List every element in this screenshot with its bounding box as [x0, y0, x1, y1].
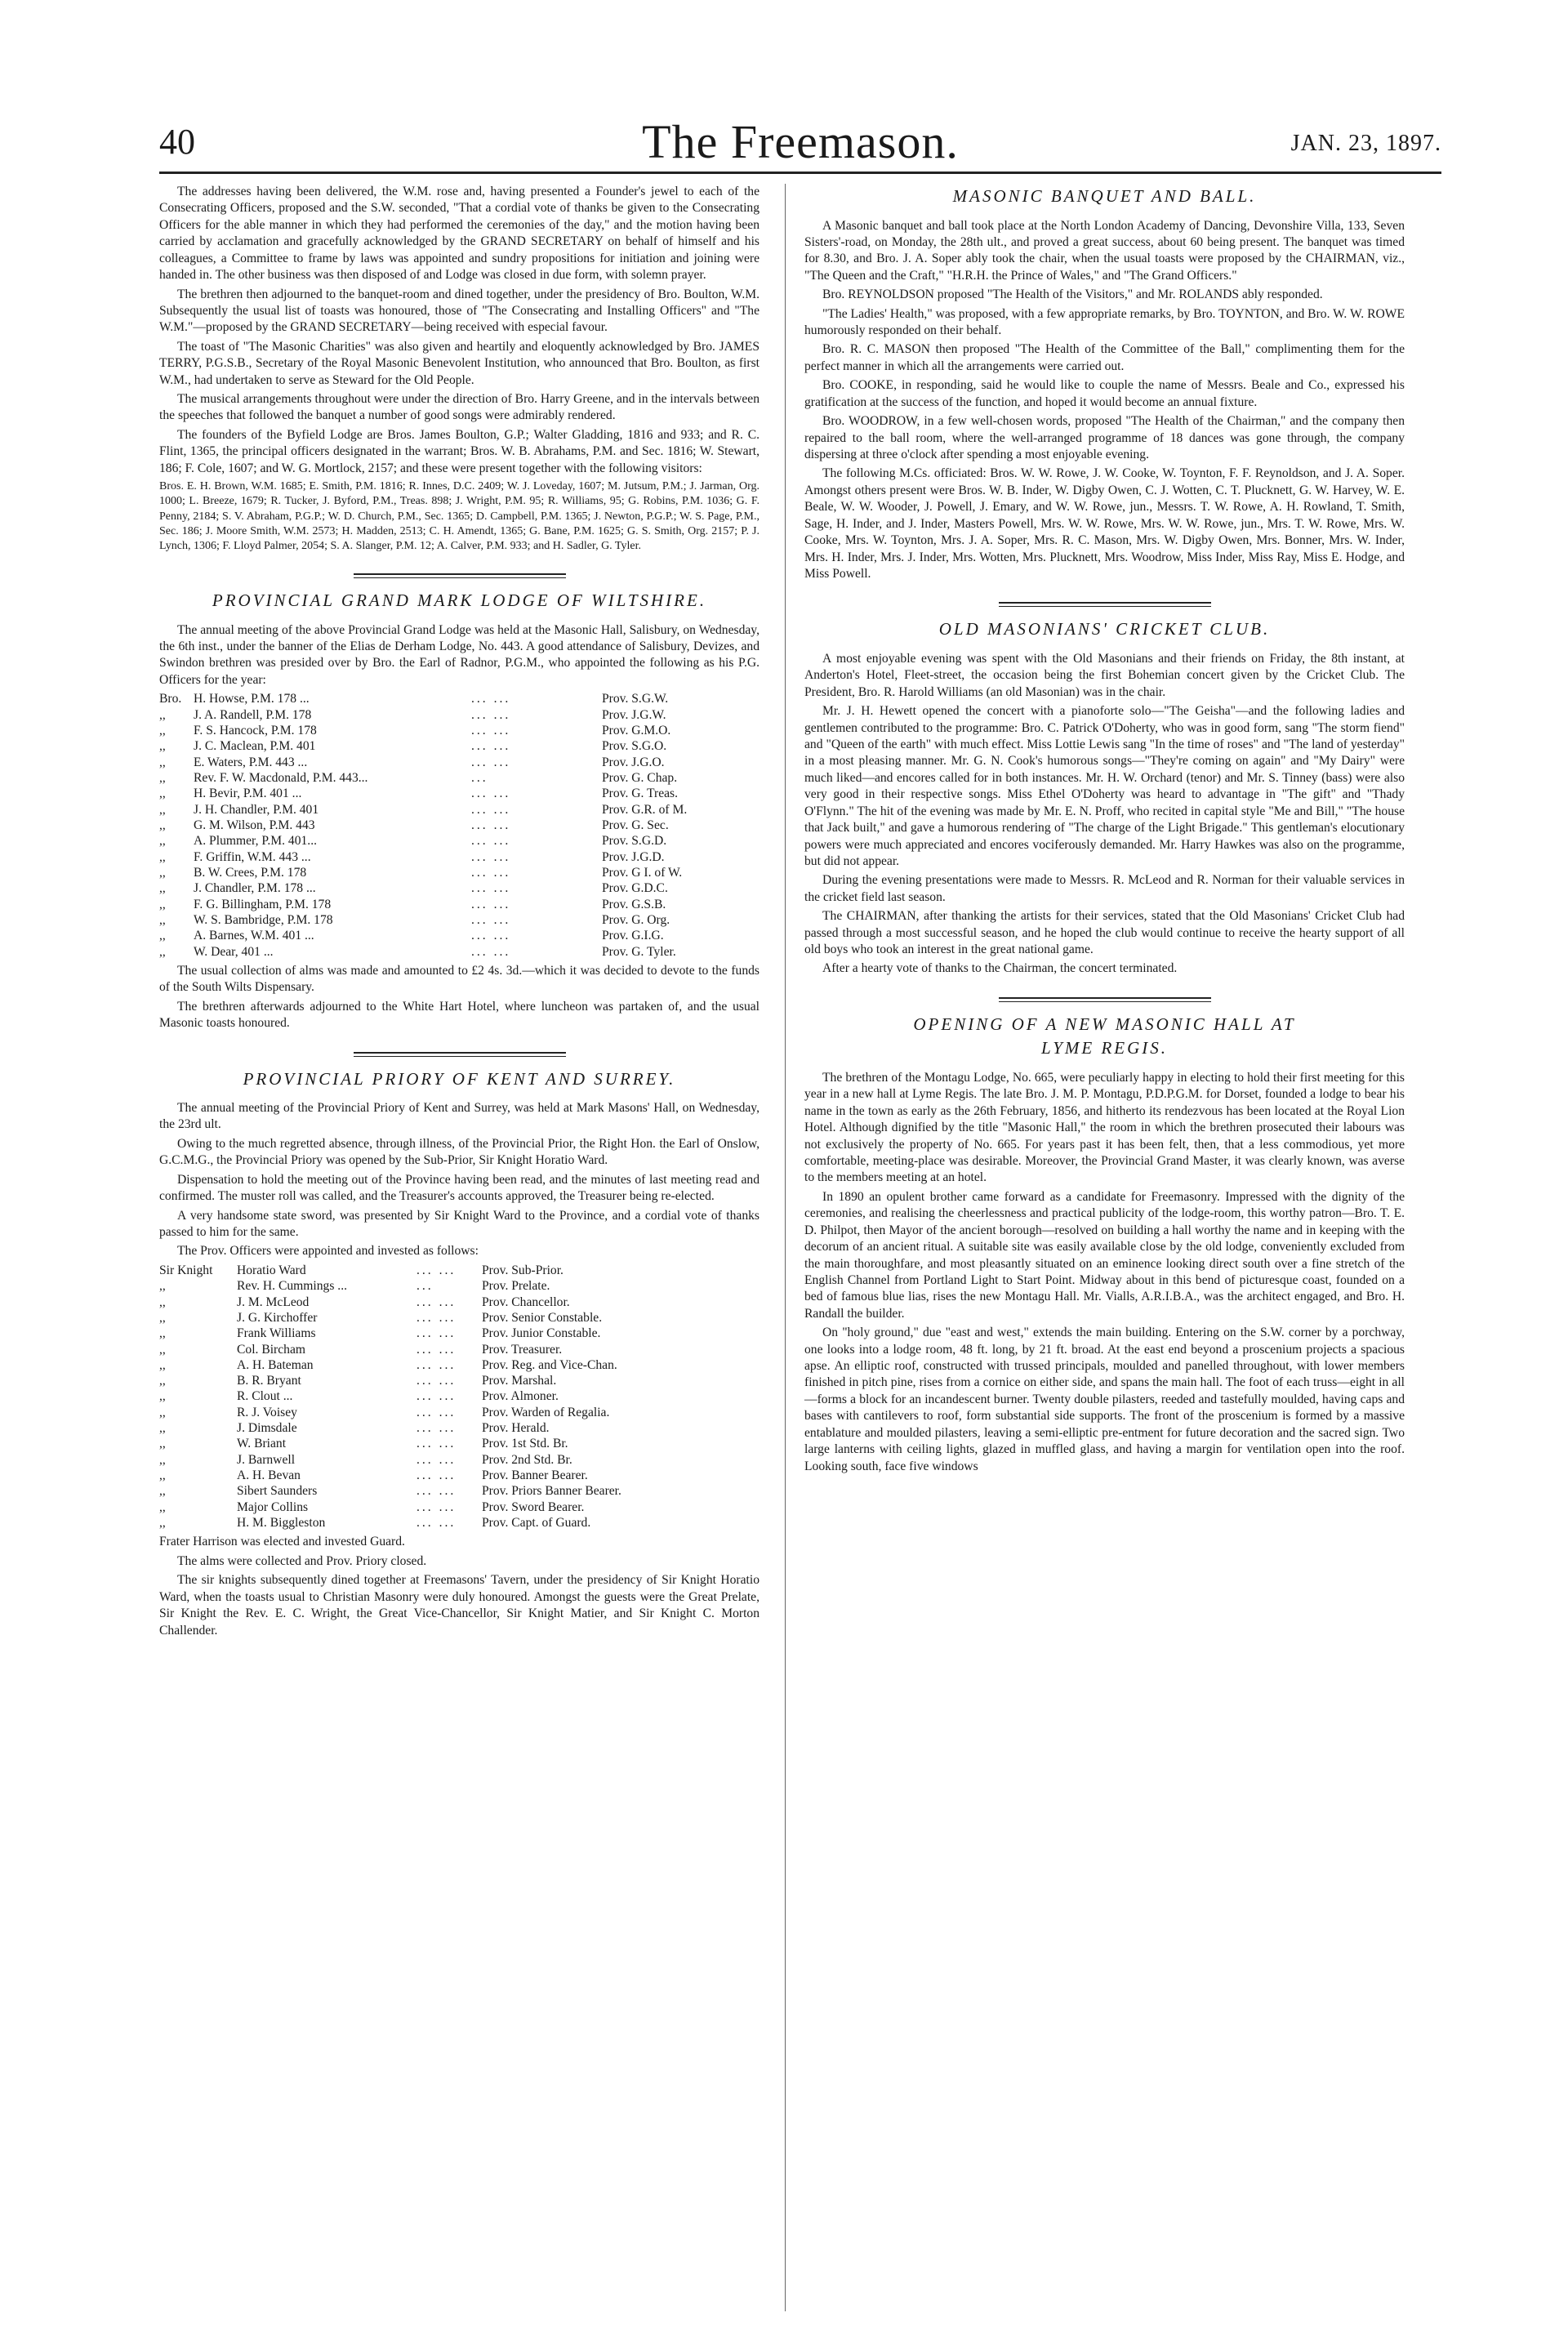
officer-row — [159, 928, 760, 943]
officer-dots: ... ... — [416, 1326, 457, 1341]
section-heading-banquet: MASONIC BANQUET AND BALL. — [952, 186, 1257, 206]
article-paragraph: The following M.Cs. officiated: Bros. W. W. Rowe, J. W. Cooke, W. Toynton, F. F. Reynoldson, and J. A. Soper. Amongst others present were Bros. W. B. Inder, W. Digby Owen, C. J. Wotten, C. T. Plucknett, G. W. Harvey, W. E. Beale, W. W. Wooder, J. Powell, J. Emary, and W. W. Rowe, jun., Messrs. T. W. Rowe, A. H. Rowland, T. Smith, Sage, H. Inder, and J. Inder, Masters Powell, Mrs. W. W. Rowe, Mrs. W. W. Rowe, jun., Mrs. T. W. Rowe, Mrs. W. Cooke, Mrs. W. Toynton, Mrs. J. A. Soper, Mrs. R. C. Mason, Mrs. W. Digby Owen, Mrs. Bonner, Mrs. W. Inder, Mrs. H. Inder, Mrs. J. Inder, Mrs. Wotten, Mrs. Plucknett, Mrs. Woodrow, Miss Inder, Miss Ray, Miss E. Hodge, and Miss Powell. — [804, 466, 1405, 581]
officer-row — [159, 897, 760, 912]
officer-dots: ... ... — [471, 787, 511, 801]
officer-pre: ,, — [159, 802, 166, 817]
officer-dots: ... ... — [471, 865, 511, 880]
officer-row — [159, 1499, 760, 1515]
article-paragraph: Frater Harrison was elected and invested Guard. — [159, 1535, 405, 1549]
article-paragraph: Mr. J. H. Hewett opened the concert with a pianoforte solo—"The Geisha"—and the following ladies and gentlemen contributed to the programme: Bro. C. Patrick O'Doherty, who was in good form, sang "The storm fiend" and "Queen of the earth" with much effect. Miss Lottie Lewis sang "In the time of roses" and "The land of yesterday" in a most pleasing manner. Mr. G. N. Cook's humorous songs—"They're coming on again" and "My Dairy" were much liked—and encores called for in both instances. Mr. H. W. Orchard (tenor) and Mr. S. Tinney (bass) were also very good in their respective songs. Miss Ethel O'Doherty was heard to advantage in "The gift" and "Thady O'Flynn." The hit of the evening was made by Mr. E. N. Proff, who recited in capital style "Me and Bill," "The house that Jack built," and gave a humorous rendering of "The charge of the Light Brigade." This gentleman's elocutionary powers were much appreciated and encores vociferously demanded. Mr. Harry Hawkes was also on the programme, but did not appear. — [804, 704, 1405, 868]
officer-dots: ... ... — [471, 707, 511, 722]
article-paragraph: The musical arrangements throughout were under the direction of Bro. Harry Greene, and in the intervals between the speeches that followed the banquet a number of good songs were admirably rendered. — [159, 392, 760, 423]
section-heading-lyme-line1: OPENING OF A NEW MASONIC HALL AT — [913, 1014, 1296, 1034]
officer-office: Prov. Priors Banner Bearer. — [482, 1484, 621, 1499]
officer-row — [159, 1342, 760, 1357]
officer-name: H. M. Biggleston — [237, 1516, 326, 1531]
officer-office: Prov. Junior Constable. — [482, 1326, 601, 1341]
officer-pre: ,, — [159, 1468, 166, 1483]
officer-name: W. Dear, 401 ... — [194, 944, 274, 959]
officer-office: Prov. Prelate. — [482, 1279, 550, 1294]
officer-dots: ... ... — [416, 1499, 457, 1514]
officer-pre: ,, — [159, 1499, 166, 1514]
officer-name: Rev. H. Cummings ... — [237, 1279, 348, 1294]
officer-dots: ... ... — [471, 723, 511, 737]
officer-row — [159, 786, 760, 801]
article-paragraph: During the evening presentations were made to Messrs. R. McLeod and R. Norman for their valuable services in the cricket field last season. — [804, 873, 1405, 904]
officer-row — [159, 833, 760, 849]
officer-name: H. Howse, P.M. 178 ... — [194, 692, 310, 706]
officer-office: Prov. G.I.G. — [602, 929, 664, 943]
officer-pre: ,, — [159, 1279, 166, 1294]
officer-row — [159, 802, 760, 818]
officer-row — [159, 770, 760, 786]
officer-dots: ... ... — [416, 1294, 457, 1309]
officer-dots: ... ... — [416, 1421, 457, 1436]
officer-office: Prov. G. Tyler. — [602, 944, 676, 959]
article-paragraph: The Prov. Officers were appointed and invested as follows: — [177, 1244, 479, 1259]
officer-row — [159, 1310, 760, 1326]
officer-dots: ... ... — [416, 1437, 457, 1451]
officer-row — [159, 944, 760, 960]
officer-office: Prov. G I. of W. — [602, 865, 683, 880]
officer-pre: ,, — [159, 1326, 166, 1341]
officer-dots: ... ... — [471, 849, 511, 864]
officer-pre: Bro. — [159, 692, 182, 706]
officer-pre: ,, — [159, 1452, 166, 1467]
officer-dots: ... ... — [471, 897, 511, 911]
officer-row — [159, 1263, 760, 1278]
article-paragraph: The CHAIRMAN, after thanking the artists for their services, stated that the Old Masonians' Cricket Club had passed through a most successful season, and he hoped the club would continue to receive the hearty support of all old boys who took an interest in the great national game. — [804, 909, 1405, 957]
officer-row — [159, 865, 760, 880]
article-paragraph: The founders of the Byfield Lodge are Bros. James Boulton, G.P.; Walter Gladding, 1816 and 933; and R. C. Flint, 1365, the principal officers designated in the warrant; Bros. W. B. Abrahams, P.M. and Sec. 1816; W. Stewart, 186; F. Cole, 1607; and W. G. Mortlock, 2157; and these were present together with the following visitors: — [159, 427, 760, 475]
article-paragraph: "The Ladies' Health," was proposed, with a few appropriate remarks, by Bro. TOYNTON, and Bro. W. W. ROWE humorously responded on their behalf. — [804, 306, 1405, 338]
officer-name: A. H. Bevan — [237, 1468, 301, 1483]
article-paragraph: A most enjoyable evening was spent with the Old Masonians and their friends on Friday, the 8th instant, at Anderton's Hotel, Fleet-street, the occasion being the first Bohemian concert given by the Cricket Club. The President, Bro. R. Harold Williams (an old Masonian) was in the chair. — [804, 651, 1405, 699]
officer-row — [159, 1436, 760, 1451]
officer-office: Prov. Warden of Regalia. — [482, 1405, 610, 1419]
officer-pre: ,, — [159, 770, 166, 785]
officer-name: H. Bevir, P.M. 401 ... — [194, 787, 302, 801]
officer-row — [159, 1483, 760, 1499]
section-separator — [999, 997, 1211, 1002]
officer-row — [159, 880, 760, 896]
article-paragraph: Owing to the much regretted absence, through illness, of the Provincial Prior, the Right Hon. the Earl of Onslow, G.C.M.G., the Provincial Priory was opened by the Sub-Prior, Sir Knight Horatio Ward. — [159, 1136, 760, 1168]
officer-name: J. M. McLeod — [237, 1294, 310, 1309]
officer-office: Prov. G. Chap. — [602, 770, 678, 785]
officer-name: A. H. Bateman — [237, 1357, 314, 1372]
officer-row — [159, 691, 760, 706]
officer-pre: ,, — [159, 1342, 166, 1357]
officer-row — [159, 755, 760, 770]
visitors-list: Bros. E. H. Brown, W.M. 1685; E. Smith, P.M. 1816; R. Innes, D.C. 2409; W. J. Loveday, 1607; M. Jutsum, P.M.; J. Jarman, Org. 1000; L. Breeze, 1679; R. Tucker, J. Byford, P.M., Treas. 898; J. Wright, P.M. 95; R. Williams, 95; G. Robins, P.M. 1036; G. F. Penny, 2184; S. V. Abraham, P.G.P.; W. D. Church, P.M., Sec. 1365; D. Campbell, P.M. 1365; J. Newton, P.G.P.; W. S. Page, P.M., Sec. 186; J. Moore Smith, W.M. 2573; H. Madden, 2513; C. H. Amendt, 1365; G. Bane, P.M. 1625; G. S. Smith, Org. 2157; P. J. Lynch, 1306; F. Lloyd Palmer, 2054; S. A. Slanger, P.M. 12; A. Calver, P.M. 933; and H. Sadler, G. Tyler. — [159, 480, 760, 552]
officer-row — [159, 1357, 760, 1373]
article-paragraph: The usual collection of alms was made and amounted to £2 4s. 3d.—which it was decided to devote to the funds of the South Wilts Dispensary. — [159, 963, 760, 995]
article-paragraph: The annual meeting of the Provincial Priory of Kent and Surrey, was held at Mark Masons' Hall, on Wednesday, the 23rd ult. — [159, 1101, 760, 1132]
officer-dots: ... ... — [471, 929, 511, 943]
officer-dots: ... ... — [416, 1357, 457, 1372]
officer-office: Prov. G.R. of M. — [602, 802, 688, 817]
officer-name: F. G. Billingham, P.M. 178 — [194, 897, 332, 911]
officer-office: Prov. G.D.C. — [602, 881, 668, 896]
officer-office: Prov. Almoner. — [482, 1389, 559, 1404]
officer-pre: ,, — [159, 1389, 166, 1404]
article-paragraph: A very handsome state sword, was presented by Sir Knight Ward to the Province, and a cordial vote of thanks passed to him for the same. — [159, 1208, 760, 1240]
officer-name: J. Chandler, P.M. 178 ... — [194, 881, 316, 896]
article-paragraph: Bro. REYNOLDSON proposed "The Health of the Visitors," and Mr. ROLANDS ably responded. — [822, 287, 1323, 302]
officer-dots: ... ... — [416, 1374, 457, 1388]
officer-name: J. Barnwell — [237, 1452, 296, 1467]
officer-name: A. Plummer, P.M. 401... — [194, 834, 317, 849]
masthead — [159, 114, 1441, 172]
officer-name: J. Dimsdale — [237, 1421, 297, 1436]
officer-office: Prov. Treasurer. — [482, 1342, 563, 1357]
officer-pre: ,, — [159, 1421, 166, 1436]
officer-dots: ... ... — [471, 739, 511, 754]
officer-dots: ... ... — [471, 818, 511, 832]
article-paragraph: The sir knights subsequently dined together at Freemasons' Tavern, under the presidency of Sir Knight Horatio Ward, when the toasts usual to Christian Masonry were duly honoured. Amongst the guests were the Great Prelate, Sir Knight the Rev. E. C. Wright, the Great Vice-Chancellor, Sir Knight Matier, and Sir Knight C. Morton Challender. — [159, 1573, 760, 1638]
officer-office: Prov. G.S.B. — [602, 897, 666, 911]
officer-office: Prov. Senior Constable. — [482, 1310, 603, 1325]
officer-dots: ... ... — [416, 1263, 457, 1277]
officer-pre: ,, — [159, 849, 166, 864]
officer-pre: ,, — [159, 1437, 166, 1451]
officer-row — [159, 1452, 760, 1468]
officer-row — [159, 849, 760, 865]
officer-office: Prov. Capt. of Guard. — [482, 1516, 591, 1531]
officer-row — [159, 818, 760, 833]
officer-office: Prov. S.G.W. — [602, 692, 669, 706]
section-heading-cricket: OLD MASONIANS' CRICKET CLUB. — [938, 619, 1271, 639]
officer-office: Prov. G. Sec. — [602, 818, 669, 832]
officer-name: J. G. Kirchoffer — [237, 1310, 318, 1325]
officer-pre: ,, — [159, 929, 166, 943]
article-paragraph: The addresses having been delivered, the W.M. rose and, having presented a Founder's jewel to each of the Consecrating Officers, proposed and the S.W. seconded, "That a cordial vote of thanks be given to the Consecrating Officers for the able manner in which they had performed the ceremonies of the day," and the motion having been carried by acclamation and gracefully acknowledged by the GRAND SECRETARY on behalf of himself and his colleagues, a Committee to frame by laws was appointed and sundry propositions for initiation and joining were handed in. The other business was then disposed of and Lodge was closed in due form, with solemn prayer. — [159, 185, 760, 283]
officer-dots: ... ... — [416, 1484, 457, 1499]
officer-name: Frank Williams — [237, 1326, 316, 1341]
masthead-rule — [159, 172, 1441, 174]
officer-office: Prov. Banner Bearer. — [482, 1468, 588, 1483]
article-paragraph: In 1890 an opulent brother came forward as a candidate for Freemasonry. Impressed with the dignity of the ceremonies, and realising the cheerlessness and practical publicity of the lodge-room, this worthy patron—Bro. T. E. D. Philpot, then Mayor of the ancient borough—resolved on building a hall worthy the name and in keeping with the decorum of an ancient ritual. A suitable site was easily available close by the old lodge, conveniently excluded from the main thoroughfare, and most pleasantly situated on an eminence looking direct south over a fine stretch of the English Channel from Portland Light to Start Point. Midway about in this bend of picturesque coast, founded on a bed of famous blue lias, rises the new Montagu Hall. Mr. Vialls, A.R.I.B.A., was the architect engaged, and Bro. H. Randall the builder. — [804, 1189, 1405, 1321]
officer-office: Prov. J.G.O. — [602, 755, 665, 769]
officer-name: R. J. Voisey — [237, 1405, 297, 1419]
officer-pre: ,, — [159, 897, 166, 911]
officer-pre: ,, — [159, 818, 166, 832]
section-separator — [999, 602, 1211, 607]
officer-office: Prov. 2nd Std. Br. — [482, 1452, 572, 1467]
officer-name: G. M. Wilson, P.M. 443 — [194, 818, 315, 832]
officer-name: R. Clout ... — [237, 1389, 293, 1404]
article-paragraph: Bro. COOKE, in responding, said he would like to couple the name of Messrs. Beale and Co., expressed his gratification at the success of the function, and hoped it would become an annual fixture. — [804, 378, 1405, 409]
officer-name: J. H. Chandler, P.M. 401 — [194, 802, 319, 817]
officer-office: Prov. S.G.O. — [602, 739, 667, 754]
officer-row — [159, 1373, 760, 1388]
officer-row — [159, 1468, 760, 1483]
officer-pre: ,, — [159, 1484, 166, 1499]
officer-pre: ,, — [159, 912, 166, 927]
officer-office: Prov. J.G.W. — [602, 707, 666, 722]
officer-row — [159, 738, 760, 754]
right-column — [804, 184, 1405, 1477]
officer-office: Prov. Sword Bearer. — [482, 1499, 585, 1514]
officer-name: J. A. Randell, P.M. 178 — [194, 707, 312, 722]
officer-office: Prov. Reg. and Vice-Chan. — [482, 1357, 617, 1372]
officer-row — [159, 1515, 760, 1531]
article-paragraph: After a hearty vote of thanks to the Chairman, the concert terminated. — [822, 961, 1178, 976]
officer-pre: ,, — [159, 1374, 166, 1388]
officer-pre: ,, — [159, 1310, 166, 1325]
officer-name: B. R. Bryant — [237, 1374, 301, 1388]
officer-dots: ... ... — [416, 1310, 457, 1325]
article-paragraph: Bro. R. C. MASON then proposed "The Health of the Committee of the Ball," complimenting them for the perfect manner in which all the arrangements were carried out. — [804, 342, 1405, 373]
section-heading-lyme-line2: LYME REGIS. — [1040, 1038, 1169, 1058]
article-paragraph: The brethren of the Montagu Lodge, No. 665, were peculiarly happy in electing to hold their first meeting for this year in a new hall at Lyme Regis. The late Bro. J. M. P. Montagu, P.D.P.G.M. for Dorset, founded a lodge to bear his name in the town as early as the 26th February, 1856, and hitherto its rendezvous has been located at the Royal Lion Hotel. Although dignified by the title "Masonic Hall," the room in which the brethren prosecuted their labours was not exclusively the property of No. 665. For years past it has been felt, then, that a less commodious, yet more comfortable, meeting-place was desirable. Moreover, the Provincial Grand Master, it was clearly known, was averse to the members meeting at an hotel. — [804, 1070, 1405, 1185]
article-paragraph: The alms were collected and Prov. Priory closed. — [177, 1553, 427, 1568]
officer-office: Prov. G. Treas. — [602, 787, 678, 801]
officer-pre: ,, — [159, 1516, 166, 1531]
officer-office: Prov. Herald. — [482, 1421, 550, 1436]
officer-name: Major Collins — [237, 1499, 309, 1514]
officer-name: Horatio Ward — [237, 1263, 306, 1277]
officer-dots: ... ... — [416, 1405, 457, 1419]
section-separator — [354, 1052, 566, 1057]
officer-dots: ... ... — [416, 1516, 457, 1531]
officer-pre: ,, — [159, 1357, 166, 1372]
officer-dots: ... ... — [416, 1452, 457, 1467]
officer-office: Prov. J.G.D. — [602, 849, 665, 864]
officer-dots: ... ... — [471, 912, 511, 927]
column-divider — [785, 184, 786, 2311]
officer-pre: Sir Knight — [159, 1263, 213, 1277]
article-paragraph: A Masonic banquet and ball took place at the North London Academy of Dancing, Devonshire Villa, 133, Seven Sisters'-road, on Monday, the 28th ult., and proved a great success, about 60 being present. The banquet was timed for 8.30, and Bro. J. A. Soper ably took the chair, when the usual toasts were proposed by the CHAIRMAN, viz., "The Queen and the Craft," "H.R.H. the Prince of Wales," and "The Grand Officers." — [804, 218, 1405, 283]
officer-dots: ... — [471, 770, 488, 785]
article-paragraph: Dispensation to hold the meeting out of the Province having been read, and the minutes of last meeting read and confirmed. The muster roll was called, and the Treasurer's accounts approved, the Treasurer being re-elected. — [159, 1172, 760, 1204]
officer-name: W. S. Bambridge, P.M. 178 — [194, 912, 333, 927]
officer-pre: ,, — [159, 865, 166, 880]
officer-row — [159, 723, 760, 738]
officer-pre: ,, — [159, 723, 166, 737]
article-paragraph: The annual meeting of the above Provincial Grand Lodge was held at the Masonic Hall, Salisbury, on Wednesday, the 6th inst., under the banner of the Elias de Derham Lodge, No. 443. A good attendance of Salisbury, Devizes, and Swindon brethren was presided over by Bro. the Earl of Radnor, P.G.M., who appointed the following as his P.G. Officers for the year: — [159, 622, 760, 687]
officer-dots: ... ... — [471, 802, 511, 817]
officer-row — [159, 1294, 760, 1310]
section-heading-wiltshire: PROVINCIAL GRAND MARK LODGE OF WILTSHIRE. — [212, 590, 707, 611]
officer-dots: ... ... — [471, 755, 511, 769]
officers-table-wiltshire — [159, 691, 760, 960]
officer-pre: ,, — [159, 707, 166, 722]
issue-date: JAN. 23, 1897. — [1290, 131, 1441, 156]
officer-name: Col. Bircham — [237, 1342, 306, 1357]
officer-office: Prov. 1st Std. Br. — [482, 1437, 568, 1451]
page-number: 40 — [159, 122, 195, 162]
officer-pre: ,, — [159, 1405, 166, 1419]
left-column — [159, 184, 760, 1642]
officer-pre: ,, — [159, 944, 166, 959]
article-paragraph: The toast of "The Masonic Charities" was also given and heartily and eloquently acknowledged by Bro. JAMES TERRY, P.G.S.B., Secretary of the Royal Masonic Benevolent Institution, who announced that Bro. Boulton, as first W.M., had undertaken to serve as Steward for the Old People. — [159, 339, 760, 387]
officer-name: A. Barnes, W.M. 401 ... — [194, 929, 314, 943]
officer-dots: ... ... — [471, 692, 511, 706]
article-paragraph: Bro. WOODROW, in a few well-chosen words, proposed "The Health of the Chairman," and the company then repaired to the ball room, where the well-arranged programme of 18 dances was gone through, the company dispersing at three o'clock after spending a most enjoyable evening. — [804, 414, 1405, 461]
officer-row — [159, 912, 760, 928]
officer-row — [159, 1405, 760, 1420]
article-paragraph: The brethren then adjourned to the banquet-room and dined together, under the presidency of Bro. Boulton, W.M. Subsequently the usual list of toasts was honoured, those of "The Consecrating and Installing Officers" and "The W.M."—proposed by the GRAND SECRETARY—being received with especial favour. — [159, 287, 760, 335]
officer-pre: ,, — [159, 881, 166, 896]
officer-dots: ... ... — [416, 1389, 457, 1404]
officer-name: Sibert Saunders — [237, 1484, 318, 1499]
officer-row — [159, 1388, 760, 1404]
officer-dots: ... ... — [416, 1342, 457, 1357]
officer-office: Prov. S.G.D. — [602, 834, 667, 849]
officer-office: Prov. Sub-Prior. — [482, 1263, 564, 1277]
officer-office: Prov. G. Org. — [602, 912, 670, 927]
officer-office: Prov. Chancellor. — [482, 1294, 570, 1309]
officer-office: Prov. G.M.O. — [602, 723, 671, 737]
officer-pre: ,, — [159, 739, 166, 754]
officer-pre: ,, — [159, 755, 166, 769]
officer-office: Prov. Marshal. — [482, 1374, 557, 1388]
article-paragraph: The brethren afterwards adjourned to the White Hart Hotel, where luncheon was partaken of, and the usual Masonic toasts honoured. — [159, 999, 760, 1031]
officer-pre: ,, — [159, 834, 166, 849]
officer-row — [159, 1326, 760, 1341]
officer-row — [159, 1278, 760, 1294]
officer-name: J. C. Maclean, P.M. 401 — [194, 739, 316, 754]
officer-name: B. W. Crees, P.M. 178 — [194, 865, 307, 880]
officer-row — [159, 707, 760, 723]
section-separator — [354, 573, 566, 578]
officer-dots: ... ... — [416, 1468, 457, 1483]
officer-dots: ... — [416, 1279, 434, 1294]
officers-table-kent — [159, 1263, 760, 1531]
officer-pre: ,, — [159, 1294, 166, 1309]
officer-name: E. Waters, P.M. 443 ... — [194, 755, 308, 769]
officer-name: Rev. F. W. Macdonald, P.M. 443... — [194, 770, 368, 785]
officer-dots: ... ... — [471, 944, 511, 959]
section-heading-kent: PROVINCIAL PRIORY OF KENT AND SURREY. — [243, 1068, 676, 1089]
officer-name: W. Briant — [237, 1437, 287, 1451]
article-paragraph: On "holy ground," due "east and west," extends the main building. Entering on the S.W. corner by a porchway, one looks into a lodge room, 48 ft. long, by 21 ft. broad. At the east end beyond a proscenium projects a spacious apse. An elliptic roof, constructed with trussed principals, moulded and panelled throughout, with lower members finished in pitch pine, rises from a cornice on either side, and spans the main hall. The foot of each truss—eight in all—forms a block for an incandescent burner. Twenty double pilasters, reeded and tastefully moulded, having caps and bases with cantilevers to roof, form substantial side supports. The front of the proscenium is formed by a massive entablature and moulded pilasters, leaving a semi-elliptic pre-entment for future decoration and the sacred sign. Two large lanterns with ceiling lights, glazed in muffled glass, and having a margin for ventilation open into the roof. Looking south, face five windows — [804, 1326, 1405, 1473]
officer-pre: ,, — [159, 787, 166, 801]
officer-name: F. Griffin, W.M. 443 ... — [194, 849, 311, 864]
publication-title: The Freemason. — [642, 115, 959, 168]
officer-name: F. S. Hancock, P.M. 178 — [194, 723, 317, 737]
officer-row — [159, 1420, 760, 1436]
officer-dots: ... ... — [471, 834, 511, 849]
officer-dots: ... ... — [471, 881, 511, 896]
